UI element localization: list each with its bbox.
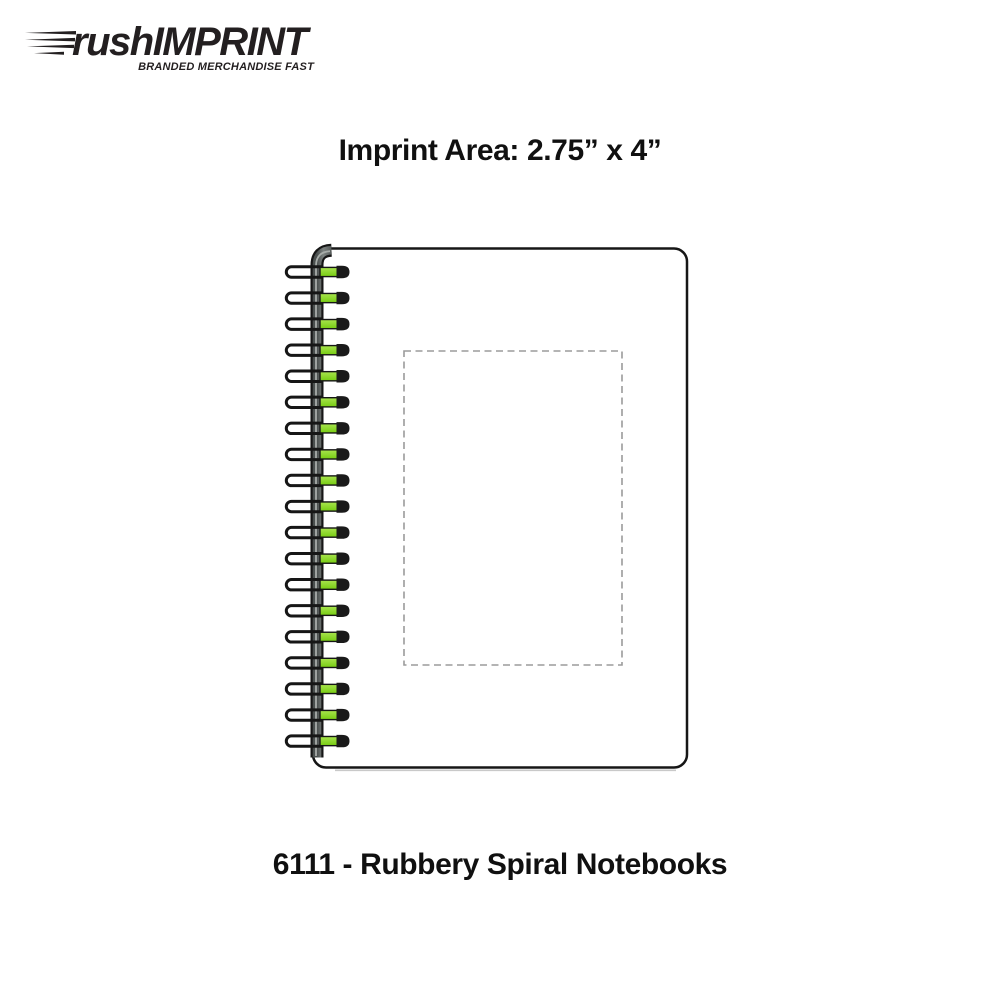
logo-brand-suffix: IMPRINT xyxy=(152,20,307,64)
product-caption: 6111 - Rubbery Spiral Notebooks xyxy=(272,848,728,881)
logo-brand-prefix: rush xyxy=(72,20,153,64)
imprint-area-title: Imprint Area: 2.75” x 4” xyxy=(338,134,662,167)
notebook-cover xyxy=(313,249,687,768)
logo-tagline: BRANDED MERCHANDISE FAST xyxy=(138,61,314,73)
